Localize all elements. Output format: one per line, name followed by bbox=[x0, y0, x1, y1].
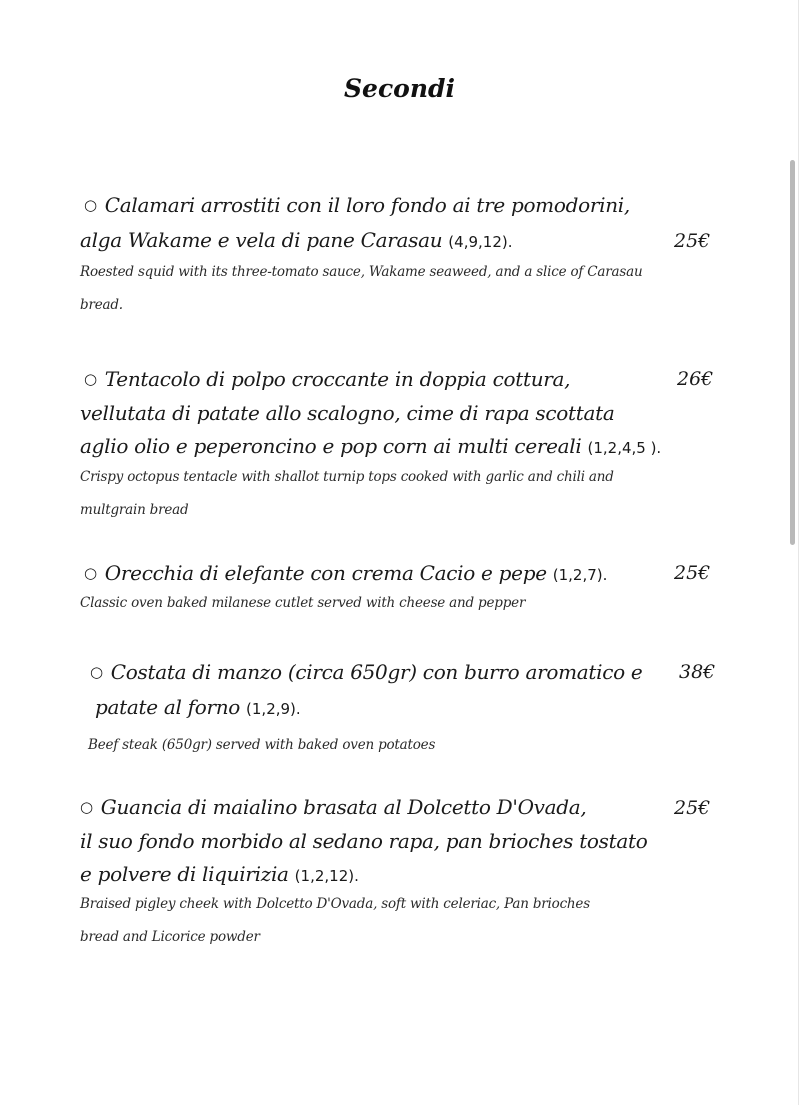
item-name-line: aglio olio e peperoncino e pop corn ai multi cereali (1,2,4,5 ). bbox=[80, 434, 662, 458]
item-name-line: ○ Guancia di maialino brasata al Dolcetto D'Ovada, bbox=[80, 795, 587, 819]
page-title: Secondi bbox=[343, 74, 455, 103]
item-description: Crispy octopus tentacle with shallot turnip tops cooked with garlic and chili and multgrain bread bbox=[80, 469, 614, 518]
item-name-line: e polvere di liquirizia (1,2,12). bbox=[80, 862, 359, 886]
scrollbar-thumb[interactable] bbox=[790, 160, 795, 545]
item-description: Classic oven baked milanese cutlet served with cheese and pepper bbox=[80, 595, 526, 611]
item-name-line: ○ Costata di manzo (circa 650gr) con burro aromatico e bbox=[90, 660, 643, 684]
item-description: Braised pigley cheek with Dolcetto D'Ovada, soft with celeriac, Pan brioches bread and Licorice powder bbox=[80, 896, 590, 945]
allergen-codes: (1,2,4,5 ). bbox=[587, 439, 662, 457]
item-price: 25€ bbox=[674, 797, 711, 819]
bullet-icon: ○ bbox=[84, 564, 97, 582]
item-name-line: patate al forno (1,2,9). bbox=[95, 695, 301, 719]
bullet-icon: ○ bbox=[84, 370, 97, 388]
bullet-icon: ○ bbox=[80, 798, 93, 816]
item-name-line: il suo fondo morbido al sedano rapa, pan brioches tostato bbox=[80, 829, 648, 853]
item-price: 38€ bbox=[679, 661, 716, 683]
bullet-icon: ○ bbox=[84, 196, 97, 214]
item-description: Roested squid with its three-tomato sauce, Wakame seaweed, and a slice of Carasau bread. bbox=[80, 264, 643, 313]
item-name-line: ○ Calamari arrostiti con il loro fondo ai tre pomodorini, bbox=[84, 193, 630, 217]
item-description: Beef steak (650gr) served with baked oven potatoes bbox=[88, 737, 436, 753]
item-price: 25€ bbox=[674, 562, 711, 584]
item-name-line: alga Wakame e vela di pane Carasau (4,9,12). bbox=[80, 228, 513, 252]
item-name-line: ○ Tentacolo di polpo croccante in doppia cottura, bbox=[84, 367, 571, 391]
allergen-codes: (1,2,7). bbox=[552, 566, 608, 584]
allergen-codes: (1,2,9). bbox=[246, 700, 301, 718]
allergen-codes: (1,2,12). bbox=[294, 867, 359, 885]
item-price: 26€ bbox=[677, 368, 714, 390]
bullet-icon: ○ bbox=[90, 663, 103, 681]
allergen-codes: (4,9,12). bbox=[448, 233, 513, 251]
item-name-line: ○ Orecchia di elefante con crema Cacio e pepe (1,2,7). bbox=[84, 561, 608, 585]
item-price: 25€ bbox=[674, 230, 711, 252]
item-name-line: vellutata di patate allo scalogno, cime di rapa scottata bbox=[80, 401, 615, 425]
